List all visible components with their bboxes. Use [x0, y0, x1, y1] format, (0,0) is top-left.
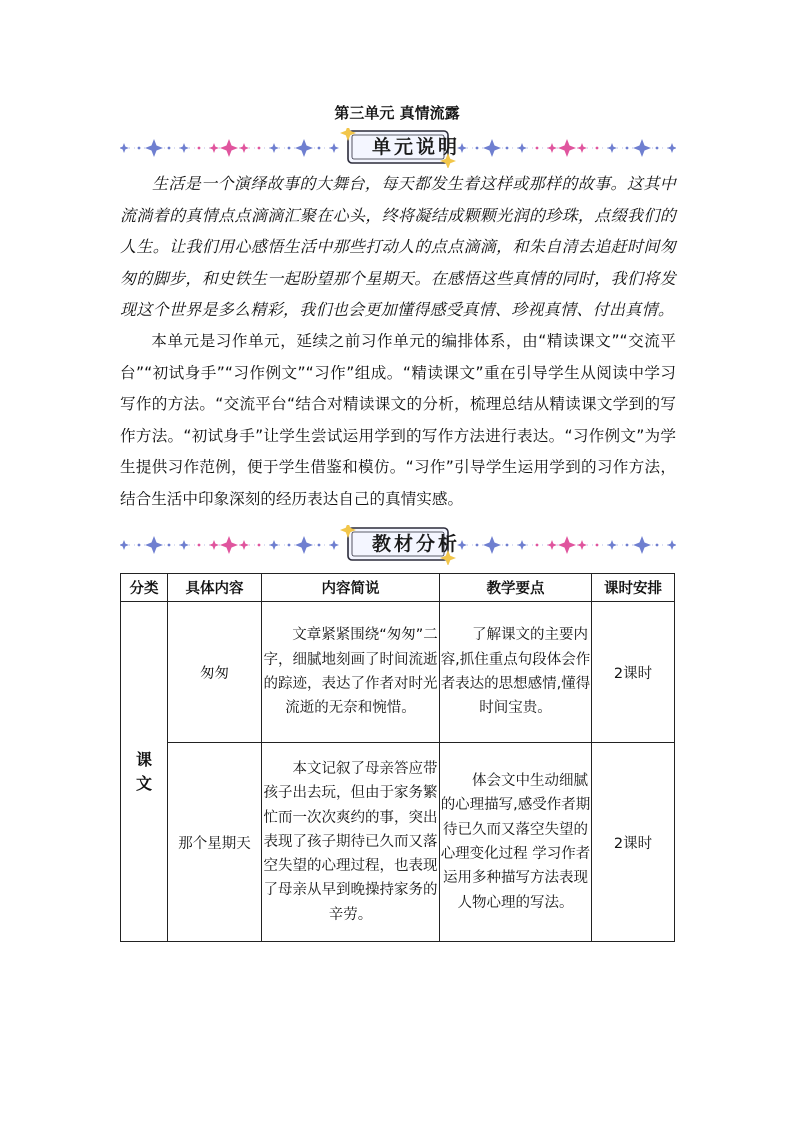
sparkle-dot [476, 147, 479, 150]
sparkle-star-icon [209, 540, 219, 550]
sparkle-star-icon [517, 540, 527, 550]
sparkle-star-icon [547, 143, 557, 153]
sparkle-star-icon [667, 143, 676, 153]
sparkle-dot [318, 544, 321, 547]
sparkle-star-icon [517, 143, 527, 153]
sparkle-star-icon [547, 540, 557, 550]
unit-intro-paragraph: 生活是一个演绎故事的大舞台，每天都发生着这样或那样的故事。这其中流淌着的真情点点滴滴汇聚在心头，终将凝结成颗颗光润的珍珠，点缀我们的人生。让我们用心感悟生活中那些打动人的点点滴滴，和朱自清去追赶时间匆匆的脚步，和史铁生一起盼望那个星期天。在感悟这些真情的同时，我们将发现这个世界是多么精彩，我们也会更加懂得感受真情、珍视真情、付出真情。 [120, 174, 676, 319]
sparkle-dot [198, 544, 201, 547]
category-text: 课 文 [135, 749, 152, 793]
sparkle-star-icon [269, 540, 279, 550]
unit-structure-paragraph: 本单元是习作单元，延续之前习作单元的编排体系，由“精读课文”“交流平台”“初试身手”“习作例文”“习作”组成。“精读课文”重在引导学生从阅读中学习写作的方法。“交流平台“结合对精读课文的分析，梳理总结从精读课文学到的写作方法。“初试身手”让学生尝试运用学到的写作方法进行表达。“习作例文”为学生提供习作范例，便于学生借鉴和模仿。“习作”引导学生运用学到的习作方法，结合生活中印象深刻的经历表达自己的真情实感。 [120, 332, 676, 508]
sparkle-dot [476, 544, 479, 547]
sparkle-dot [596, 147, 599, 150]
header-summary: 内容简说 [262, 574, 440, 602]
sparkle-star-icon [329, 540, 339, 550]
content-cell: 那个星期天 [168, 743, 262, 942]
sparkle-dot [138, 544, 141, 547]
key-points-cell: 了解课文的主要内容,抓住重点句段体会作者表达的思想感情,懂得时间宝贵。 [440, 602, 592, 743]
sparkle-star-icon [295, 139, 313, 157]
sparkle-star-icon [577, 143, 587, 153]
sparkle-star-icon [239, 540, 249, 550]
textbook-analysis-label: 教材分析 [371, 533, 460, 555]
sparkle-dot [506, 544, 509, 547]
sparkle-dot [626, 544, 629, 547]
sparkle-dot [536, 544, 539, 547]
sparkle-star-icon [220, 536, 238, 554]
table-header-row [121, 574, 675, 602]
hours-cell: 2课时 [592, 743, 675, 942]
sparkle-star-icon [607, 540, 617, 550]
sparkle-dot [168, 147, 171, 150]
sparkle-dot [536, 147, 539, 150]
header-key-points: 教学要点 [440, 574, 592, 602]
sparkle-star-icon [295, 536, 313, 554]
sparkle-star-icon [633, 536, 651, 554]
sparkle-star-icon [577, 540, 587, 550]
summary-cell: 本文记叙了母亲答应带孩子出去玩，但由于家务繁忙而一次次爽约的事，突出表现了孩子期待已久而又落空失望的心理过程，也表现了母亲从早到晚操持家务的辛劳。 [262, 743, 440, 942]
content-cell: 匆匆 [168, 602, 262, 743]
sparkle-star-icon [120, 540, 129, 550]
header-content: 具体内容 [168, 574, 262, 602]
sparkle-dot [656, 544, 659, 547]
unit-description-label: 单元说明 [371, 136, 460, 158]
sparkle-star-icon [145, 536, 163, 554]
header-hours: 课时安排 [592, 574, 675, 602]
sparkle-dot [198, 147, 201, 150]
sparkle-dot [288, 147, 291, 150]
sparkle-star-icon [269, 143, 279, 153]
table-row [121, 743, 675, 942]
sparkle-dot [258, 147, 261, 150]
textbook-analysis-table [120, 573, 675, 942]
sparkle-star-icon [220, 139, 238, 157]
sparkle-dot [506, 147, 509, 150]
hours-cell: 2课时 [592, 602, 675, 743]
sparkle-star-icon [483, 536, 501, 554]
sparkle-star-icon [209, 143, 219, 153]
table-row [121, 602, 675, 743]
sparkle-star-icon [607, 143, 617, 153]
sparkle-star-icon [483, 139, 501, 157]
sparkle-star-icon [145, 139, 163, 157]
sparkle-dot [318, 147, 321, 150]
textbook-analysis-banner [120, 525, 676, 565]
sparkle-star-icon [558, 536, 576, 554]
category-cell [121, 602, 168, 942]
key-points-cell: 体会文中生动细腻的心理描写,感受作者期待已久而又落空失望的心理变化过程 学习作者运用多种描写方法表现人物心理的写法。 [440, 743, 592, 942]
header-category: 分类 [121, 574, 168, 602]
sparkle-star-icon [329, 143, 339, 153]
unit-description-banner [120, 128, 676, 168]
sparkle-star-icon [558, 139, 576, 157]
sparkle-star-icon [120, 143, 129, 153]
sparkle-star-icon [633, 139, 651, 157]
sparkle-dot [596, 544, 599, 547]
sparkle-star-icon [179, 540, 189, 550]
sparkle-dot [168, 544, 171, 547]
sparkle-dot [288, 544, 291, 547]
sparkle-dot [626, 147, 629, 150]
page-title: 第三单元 真情流露 [334, 104, 460, 122]
sparkle-dot [258, 544, 261, 547]
sparkle-dot [656, 147, 659, 150]
sparkle-dot [138, 147, 141, 150]
sparkle-star-icon [179, 143, 189, 153]
sparkle-star-icon [667, 540, 676, 550]
sparkle-star-icon [239, 143, 249, 153]
summary-cell: 文章紧紧围绕“匆匆”二字，细腻地刻画了时间流逝的踪迹，表达了作者对时光流逝的无奈和惋惜。 [262, 602, 440, 743]
